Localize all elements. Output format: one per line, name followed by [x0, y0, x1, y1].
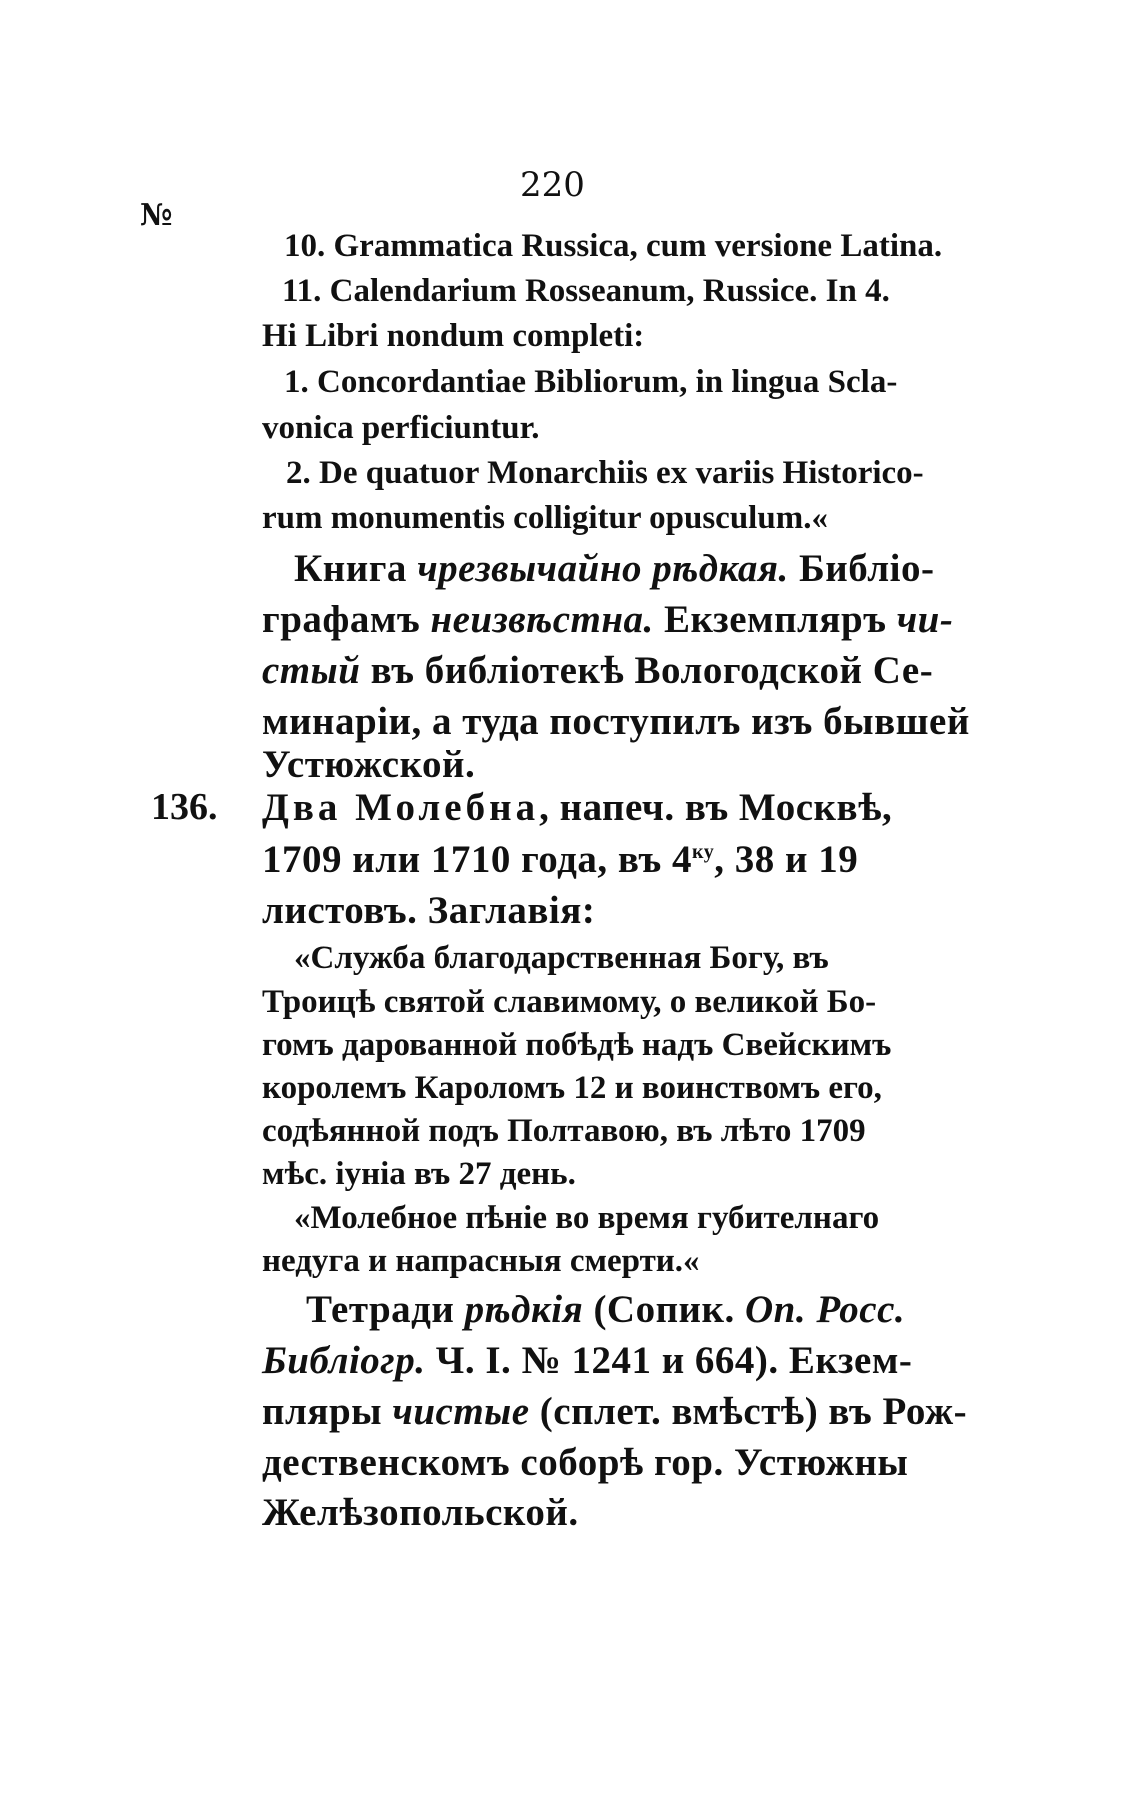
- latin-line-5: vonica perficiuntur.: [262, 410, 540, 446]
- number-sign-header: №: [140, 198, 173, 233]
- quote-line-4: королемъ Кароломъ 12 и воинствомъ его,: [262, 1070, 882, 1106]
- quote-line-7: «Молебное пѣніе во время губителнаго: [294, 1200, 880, 1236]
- entry-line-3: листовъ. Заглавія:: [262, 889, 596, 932]
- latin-line-1: 10. Grammatica Russica, cum versione Latina.: [284, 228, 943, 264]
- quote-line-8: недуга и напрасныя смерти.«: [262, 1243, 700, 1279]
- tail-line-3: пляры чистые (сплет. вмѣстѣ) въ Рож-: [262, 1390, 968, 1433]
- latin-line-3: Hi Libri nondum completi:: [262, 318, 645, 354]
- tail-line-2: Библіогр. Ч. I. № 1241 и 664). Екзем-: [262, 1339, 913, 1382]
- quote-line-2: Троицѣ святой славимому, о великой Бо-: [262, 984, 877, 1020]
- note-line-4: минаріи, а туда поступилъ изъ бывшей: [262, 700, 970, 743]
- quote-line-5: содѣянной подъ Полтавою, въ лѣто 1709: [262, 1113, 866, 1149]
- quote-line-6: мѣс. іуніа въ 27 день.: [262, 1156, 576, 1192]
- page-number: 220: [520, 165, 585, 205]
- tail-line-5: Желѣзопольской.: [262, 1491, 579, 1534]
- entry-number: 136.: [151, 786, 218, 828]
- latin-line-2: 11. Calendarium Rosseanum, Russice. In 4.: [282, 273, 890, 309]
- latin-line-4: 1. Concordantiae Bibliorum, in lingua Scla-: [284, 364, 898, 400]
- note-line-2: графамъ неизвѣстна. Екземпляръ чи-: [262, 598, 954, 641]
- latin-line-7: rum monumentis colligitur opusculum.«: [262, 500, 828, 536]
- quote-line-1: «Служба благодарственная Богу, въ: [294, 940, 829, 976]
- entry-line-2: 1709 или 1710 года, въ $4^{ку}$, 38 и 19: [262, 838, 859, 881]
- tail-line-4: дественскомъ соборѣ гор. Устюжны: [262, 1441, 909, 1484]
- latin-line-6: 2. De quatuor Monarchiis ex variis Historico-: [286, 455, 924, 491]
- quote-line-3: гомъ дарованной побѣдѣ надъ Свейскимъ: [262, 1027, 892, 1063]
- note-line-3: стый въ библіотекѣ Вологодской Се-: [262, 649, 934, 692]
- note-line-1: Книга чрезвычайно рѣдкая. Библіо-: [294, 547, 935, 590]
- tail-line-1: Тетради рѣдкія (Сопик. Оп. Росс.: [306, 1288, 906, 1331]
- entry-line-1: Два Молебна, напеч. въ Москвѣ,: [262, 786, 893, 829]
- note-line-5: Устюжской.: [262, 743, 476, 786]
